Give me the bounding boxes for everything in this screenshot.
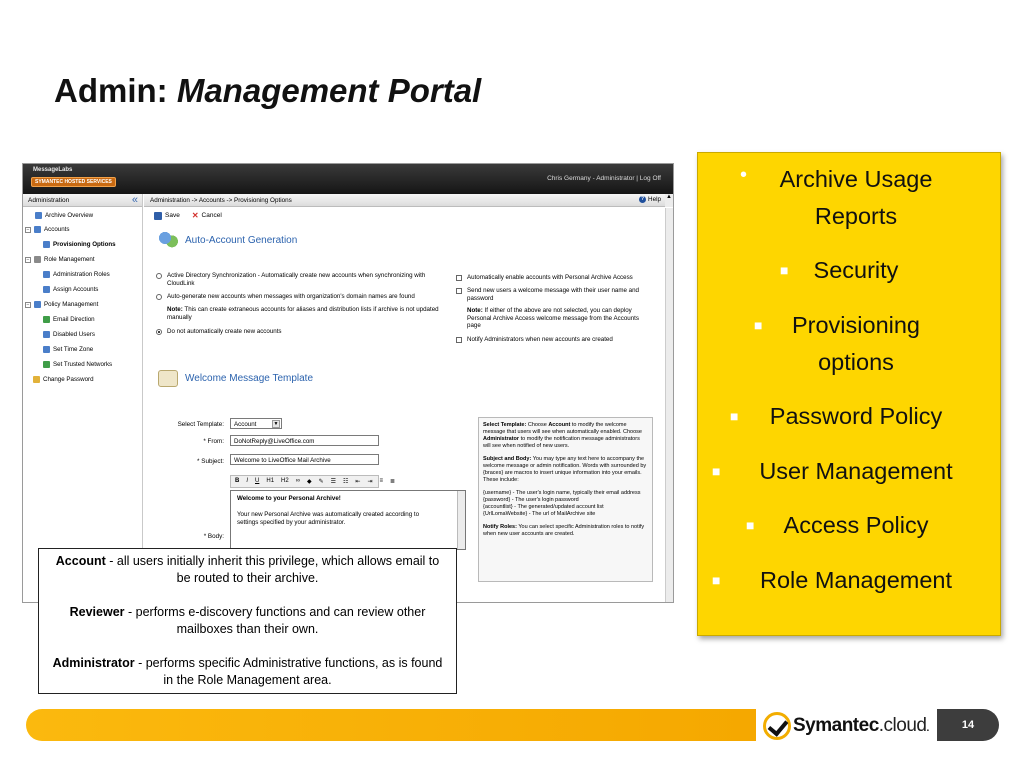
sidebar-item-role-management[interactable]: − Role Management (26, 256, 95, 263)
bullet-square-icon: ■ (780, 262, 789, 278)
radio-button[interactable] (156, 294, 162, 300)
breadcrumb: Administration -> Accounts -> Provisioning Options ? Help (144, 194, 673, 207)
collapse-toggle-icon[interactable]: − (26, 301, 30, 308)
bullet-round-icon: • (740, 164, 748, 186)
bullet-square-icon: ■ (746, 517, 755, 533)
sidebar-item-administration-roles[interactable]: Administration Roles (43, 271, 110, 278)
hosted-services-badge: SYMANTEC HOSTED SERVICES (31, 177, 116, 187)
collapse-toggle-icon[interactable]: − (26, 256, 30, 263)
link-button[interactable]: ∞ (295, 478, 300, 484)
radio-button-selected[interactable] (156, 329, 162, 335)
outdent-button[interactable]: ⇤ (355, 479, 361, 485)
provisioning-icon (43, 241, 50, 248)
sidebar-item-archive-overview[interactable]: Archive Overview (35, 212, 93, 219)
panel-item-role-management: ■ Role Management (718, 562, 994, 599)
network-icon (43, 361, 50, 368)
slide-title-emphasis: Management Portal (176, 72, 482, 109)
checkbox-enable-personal-archive[interactable]: Automatically enable accounts with Personal Archive Access (456, 274, 652, 282)
align-center-button[interactable]: ≣ (390, 479, 396, 485)
from-label: * From: (203, 438, 224, 445)
panel-item-access-policy: ■ Access Policy (718, 507, 994, 544)
collapse-toggle-icon[interactable]: − (26, 226, 30, 233)
align-left-button[interactable]: ≡ (379, 478, 383, 484)
style-button[interactable]: ✎ (318, 479, 324, 485)
bullet-square-icon: ■ (754, 317, 763, 333)
scroll-up-arrow-icon[interactable]: ▲ (665, 194, 673, 207)
radio-button[interactable] (156, 273, 162, 279)
panel-item-password-policy: ■ Password Policy (718, 398, 994, 435)
role-definitions-callout (38, 548, 457, 694)
portal-screenshot (22, 163, 674, 603)
section-auto-account-generation: Auto-Account Generation (158, 232, 297, 249)
h1-button[interactable]: H1 (266, 478, 275, 484)
messagelabs-logo: MessageLabs (33, 167, 73, 173)
collapse-chevron-icon[interactable]: « (131, 194, 138, 206)
footer-bar (26, 709, 756, 741)
h2-button[interactable]: H2 (281, 478, 289, 484)
italic-button[interactable]: I (246, 478, 249, 484)
assign-accounts-icon (43, 286, 50, 293)
editor-body-text: Your new Personal Archive was automatically created according to settings specified by your administrator. (237, 511, 420, 526)
archive-icon (35, 212, 42, 219)
portal-main (144, 194, 673, 603)
indent-button[interactable]: ⇥ (367, 479, 373, 485)
sidebar-item-policy-management[interactable]: − Policy Management (26, 301, 99, 308)
feature-panel (697, 152, 1001, 636)
checkbox[interactable] (456, 337, 462, 343)
sidebar-item-email-direction[interactable]: Email Direction (43, 316, 95, 323)
sidebar-item-change-password[interactable]: Change Password (33, 376, 94, 383)
people-icon (158, 232, 178, 249)
accounts-icon (34, 226, 41, 233)
sidebar-item-set-time-zone[interactable]: Set Time Zone (43, 346, 93, 353)
body-editor[interactable] (230, 490, 466, 550)
bold-button[interactable]: B (235, 478, 240, 484)
editor-toolbar (230, 475, 396, 488)
sidebar-header: Administration « (23, 194, 142, 207)
bullet-list-button[interactable]: ☰ (330, 479, 337, 485)
help-box: Select Template: Choose Account to modify the welcome message that users will see when automatically enabled. Choose Administrator to modify the notification message administrators will see when notified of new users. Subject and Body: You may type any text here to accompany the welcome message or admin notification. Words with surrounded by {braces} are macros to insert unique information into your emails. These include: {username} - The user's login name, typically their email address {password} - The user's login password {accountlist} - The generated/updated account list {UrlLomaWebsite} - The url of MailArchive site Notify Roles: You can select specific Administration roles to notify when new user accounts are created. (478, 417, 653, 582)
bullet-square-icon: ■ (712, 572, 721, 588)
portal-sidebar (23, 194, 143, 603)
checkbox-send-welcome[interactable]: Send new users a welcome message with their user name and password (456, 287, 652, 302)
user-info[interactable]: Chris Germany - Administrator | Log Off (547, 175, 661, 182)
template-select[interactable]: Account ▼ (230, 418, 282, 429)
role-reviewer: Reviewer - performs e-discovery functions and can review other mailboxes than their own. (69, 605, 426, 636)
editor-scrollbar[interactable] (457, 491, 465, 549)
underline-button[interactable]: U (255, 478, 260, 484)
symantec-check-icon (763, 712, 791, 740)
checkbox[interactable] (456, 275, 462, 281)
from-field[interactable]: DoNotReply@LiveOffice.com (230, 435, 379, 446)
panel-item-provisioning-options: ■ Provisioning options (718, 307, 994, 381)
welcome-note: Note: If either of the above are not selected, you can deploy Personal Archive Access welcome message from the Accounts page (467, 307, 639, 329)
disabled-users-icon (43, 331, 50, 338)
sidebar-item-accounts[interactable]: − Accounts (26, 226, 70, 233)
form-toolbar (154, 211, 222, 220)
globe-icon (43, 346, 50, 353)
symantec-cloud-logo: Symantec.cloud. (763, 710, 929, 742)
portal-banner (23, 164, 673, 194)
auto-generate-note: Note: This can create extraneous accounts for aliases and distribution lists if archive is not updated manually (167, 306, 439, 321)
sidebar-item-provisioning-options[interactable]: Provisioning Options (43, 241, 116, 248)
radio-no-auto-create[interactable]: Do not automatically create new accounts (156, 328, 444, 336)
editor-heading: Welcome to your Personal Archive! (237, 495, 341, 502)
radio-auto-generate[interactable]: Auto-generate new accounts when messages with organization's domain names are found (156, 293, 444, 301)
policy-icon (34, 301, 41, 308)
page-number: 14 (937, 709, 999, 741)
section-welcome-message-template: Welcome Message Template (158, 370, 313, 387)
sidebar-item-set-trusted-networks[interactable]: Set Trusted Networks (43, 361, 112, 368)
envelope-icon (158, 370, 178, 387)
panel-item-security: ■ Security (718, 252, 994, 289)
role-administrator: Administrator - performs specific Administrative functions, as is found in the Role Management area. (52, 656, 443, 687)
slide-title-plain: Admin: (54, 72, 168, 109)
panel-item-user-management: ■ User Management (718, 453, 994, 490)
help-link[interactable]: ? Help (641, 196, 661, 203)
slide-title (54, 72, 481, 110)
sidebar-item-disabled-users[interactable]: Disabled Users (43, 331, 95, 338)
roles-icon (34, 256, 41, 263)
role-account: Account - all users initially inherit this privilege, which allows email to be routed to their archive. (55, 554, 440, 585)
subject-label: * Subject: (197, 458, 224, 465)
panel-item-archive-usage-reports: • Archive Usage Reports (718, 161, 994, 235)
source-button[interactable]: ◆ (306, 479, 312, 485)
admin-role-icon (43, 271, 50, 278)
checkbox[interactable] (456, 288, 462, 294)
chevron-down-icon[interactable]: ▼ (273, 421, 279, 427)
sidebar-item-assign-accounts[interactable]: Assign Accounts (43, 286, 98, 293)
main-scrollbar[interactable] (665, 208, 673, 603)
template-label: Select Template: (177, 421, 224, 428)
bullet-square-icon: ■ (730, 408, 739, 424)
cancel-icon: ✕ (191, 211, 199, 220)
help-icon: ? (641, 196, 645, 202)
cancel-button[interactable]: ✕ Cancel (191, 211, 222, 220)
body-label: * Body: (203, 533, 224, 540)
save-icon (154, 212, 162, 220)
checkbox-notify-admins[interactable]: Notify Administrators when new accounts are created (456, 336, 652, 344)
save-button[interactable]: Save (154, 211, 180, 220)
number-list-button[interactable]: ☷ (343, 479, 349, 485)
key-icon (33, 376, 40, 383)
subject-field[interactable]: Welcome to LiveOffice Mail Archive (230, 454, 379, 465)
bullet-square-icon: ■ (712, 463, 721, 479)
radio-ad-sync[interactable]: Active Directory Synchronization - Automatically create new accounts when synchronizing with CloudLink (156, 272, 444, 287)
email-direction-icon (43, 316, 50, 323)
